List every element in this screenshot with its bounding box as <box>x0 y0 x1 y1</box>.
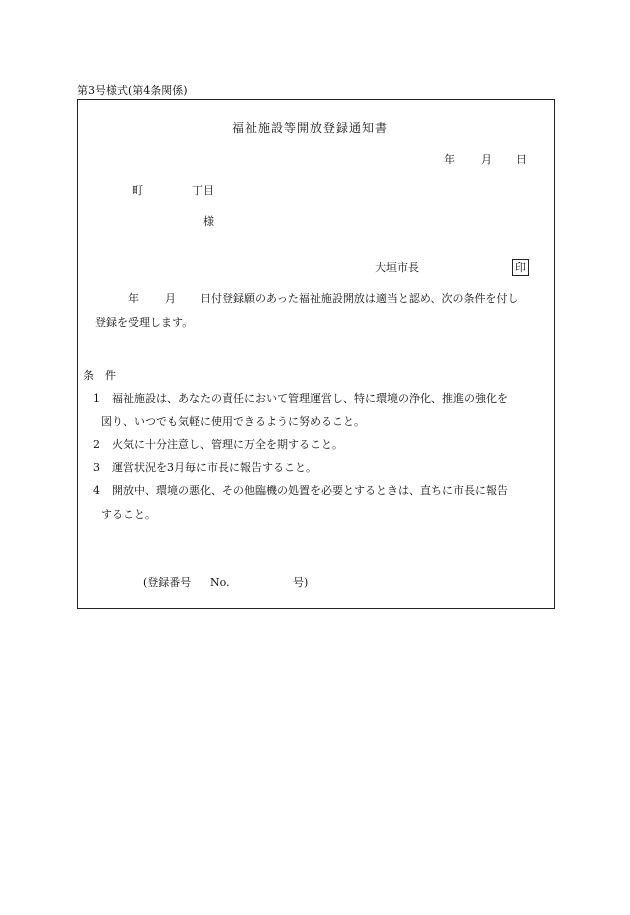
condition-3-number: 3 <box>93 461 100 474</box>
address-town-label: 町 <box>132 184 143 197</box>
registration-number-suffix: 号) <box>293 576 309 589</box>
document-title: 福祉施設等開放登録通知書 <box>232 121 389 135</box>
condition-4-line-2: すること。 <box>101 508 156 521</box>
date-day-label: 日 <box>516 153 527 166</box>
conditions-heading: 条 件 <box>83 369 116 382</box>
body-text-line-1: 日付登録願のあった福祉施設開放は適当と認め、次の条件を付し <box>200 292 519 305</box>
sender-name: 大垣市長 <box>375 261 419 274</box>
address-chome-label: 丁目 <box>192 184 214 197</box>
condition-1-number: 1 <box>93 392 100 405</box>
registration-number-label: (登録番号 <box>143 576 192 589</box>
body-year-label: 年 <box>128 292 139 305</box>
condition-4-number: 4 <box>93 484 100 497</box>
date-year-label: 年 <box>444 153 455 166</box>
form-frame <box>77 99 555 609</box>
body-text-line-2: 登録を受理します。 <box>95 316 194 329</box>
condition-1-line-2: 図り、いつでも気軽に使用できるように努めること。 <box>101 415 365 428</box>
condition-1-line-1: 福祉施設は、あなたの責任において管理運営し、特に環境の浄化、推進の強化を <box>112 392 508 405</box>
condition-2-line-1: 火気に十分注意し、管理に万全を期すること。 <box>112 438 343 451</box>
date-month-label: 月 <box>481 153 492 166</box>
recipient-honorific: 様 <box>203 215 214 228</box>
form-number: 第3号様式(第4条関係) <box>77 84 188 97</box>
seal-mark: 印 <box>512 259 529 276</box>
condition-3-line-1: 運営状況を3月毎に市長に報告すること。 <box>112 461 317 474</box>
registration-no-mark: No. <box>210 576 230 589</box>
condition-4-line-1: 開放中、環境の悪化、その他臨機の処置を必要とするときは、直ちに市長に報告 <box>112 484 508 497</box>
condition-2-number: 2 <box>93 438 100 451</box>
body-month-label: 月 <box>165 292 176 305</box>
